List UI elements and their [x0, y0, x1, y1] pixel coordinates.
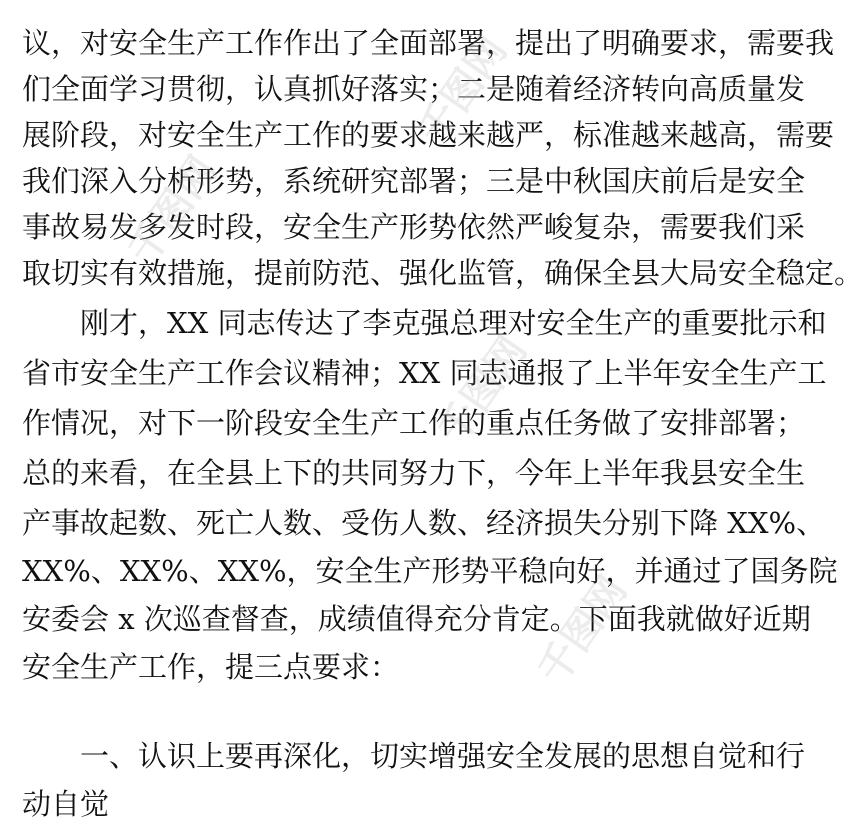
watermark-text: 千图网	[119, 148, 227, 273]
section-heading-line-2: 动自觉	[22, 787, 110, 821]
watermark-text: 千图网	[409, 28, 517, 153]
section-heading-line-1: 一、认识上要再深化，切实增强安全发展的思想自觉和行	[80, 739, 806, 773]
paragraph-2-line-4: 总的来看，在全县上下的共同努力下，今年上半年我县安全生	[22, 456, 806, 490]
paragraph-1-line-3: 展阶段，对安全生产工作的要求越来越严，标准越来越高，需要	[22, 118, 835, 152]
paragraph-2-line-6: XX%、XX%、XX%，安全生产形势平稳向好，并通过了国务院	[22, 554, 838, 588]
paragraph-2-line-2: 省市安全生产工作会议精神；XX 同志通报了上半年安全生产工	[22, 356, 827, 390]
paragraph-2-line-7: 安委会 x 次巡查督查，成绩值得充分肯定。下面我就做好近期	[22, 602, 811, 636]
paragraph-2-line-3: 作情况，对下一阶段安全生产工作的重点任务做了安排部署；	[22, 406, 806, 440]
paragraph-1-line-6: 取切实有效措施，提前防范、强化监管，确保全县大局安全稳定。	[22, 256, 863, 290]
watermark-text: 千图网	[429, 328, 537, 453]
paragraph-1-line-5: 事故易发多发时段，安全生产形势依然严峻复杂，需要我们采	[22, 210, 806, 244]
paragraph-1-line-4: 我们深入分析形势，系统研究部署；三是中秋国庆前后是安全	[22, 164, 806, 198]
paragraph-2-line-1: 刚才，XX 同志传达了李克强总理对安全生产的重要批示和	[80, 306, 827, 340]
watermark-text: 千图网	[529, 568, 637, 693]
paragraph-1-line-1: 议，对安全生产工作作出了全面部署，提出了明确要求，需要我	[22, 26, 835, 60]
paragraph-2-line-8: 安全生产工作，提三点要求：	[22, 650, 400, 684]
paragraph-2-line-5: 产事故起数、死亡人数、受伤人数、经济损失分别下降 XX%、	[22, 506, 826, 540]
paragraph-1-line-2: 们全面学习贯彻，认真抓好落实；二是随着经济转向高质量发	[22, 72, 806, 106]
